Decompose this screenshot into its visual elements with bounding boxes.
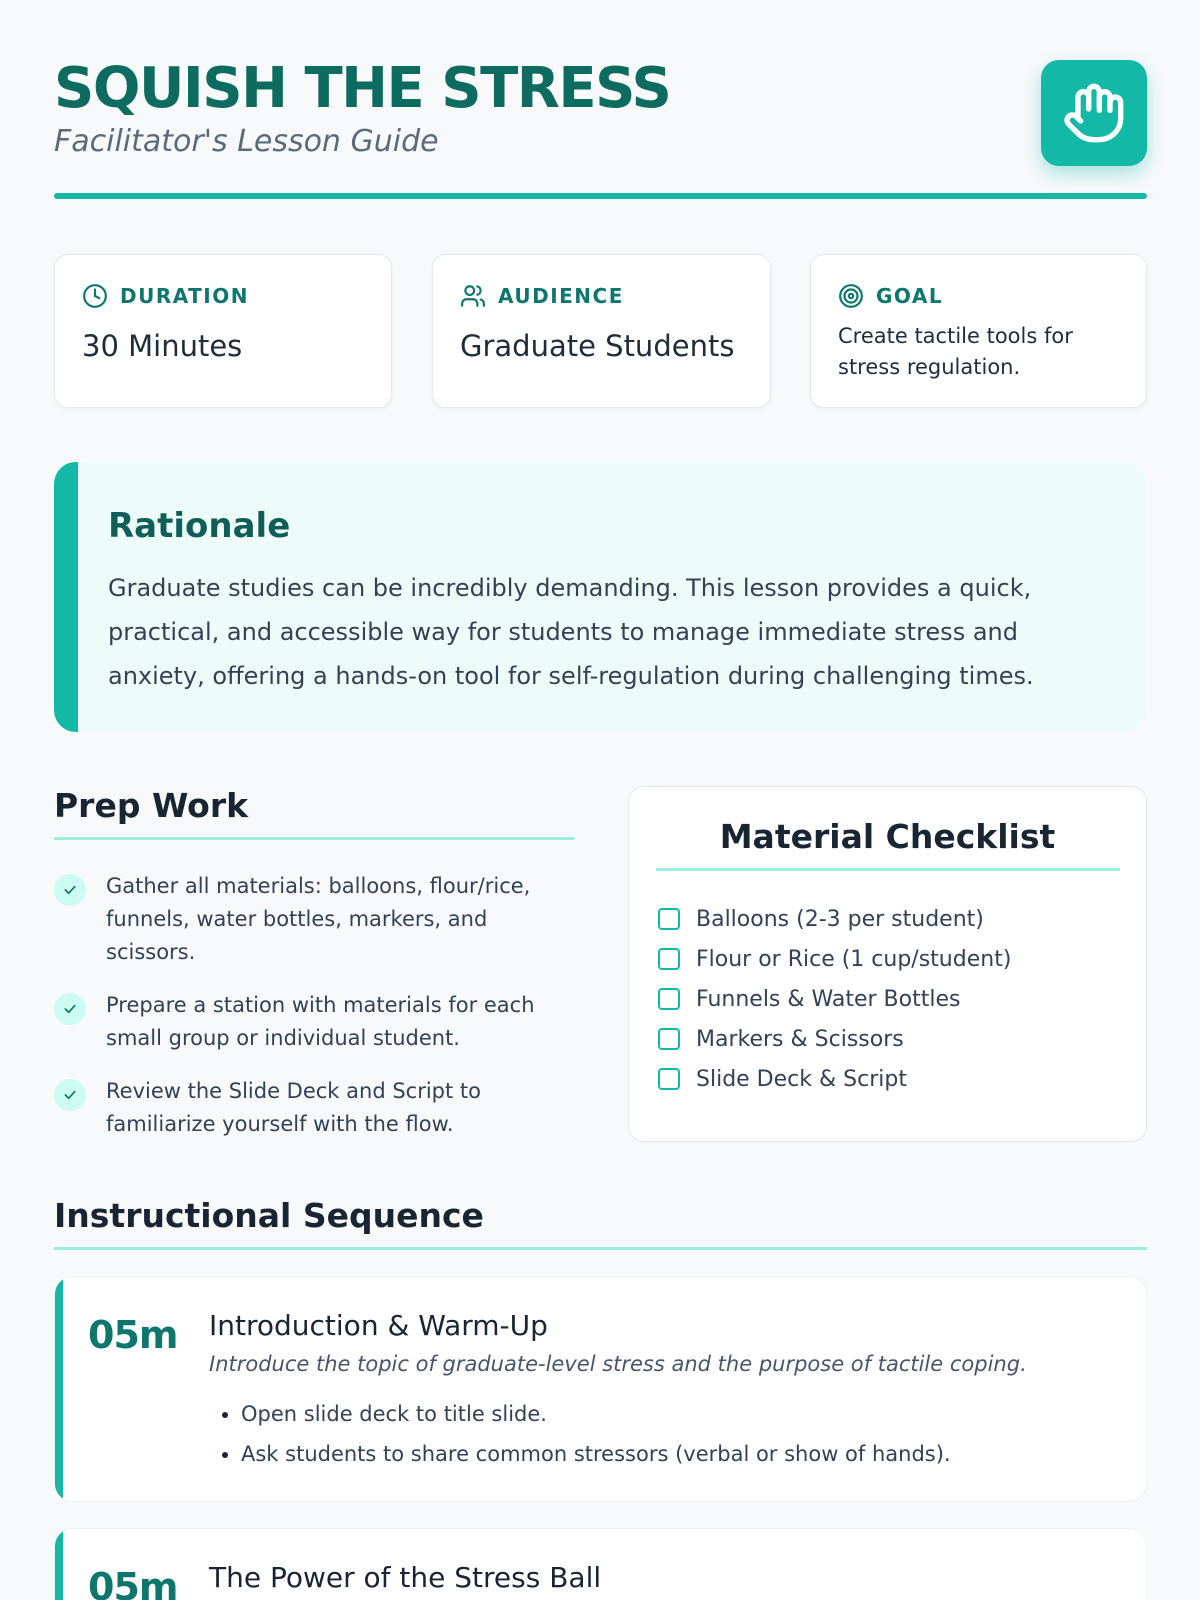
audience-value: Graduate Students (460, 329, 735, 363)
duration-label: DURATION (120, 284, 249, 308)
prep-item-text: Prepare a station with materials for each small group or individual student. (106, 993, 535, 1050)
prep-work-divider (54, 837, 574, 840)
step-title: The Power of the Stress Ball (209, 1561, 602, 1594)
prep-work-section (54, 786, 574, 1161)
checklist-divider (656, 868, 1120, 871)
goal-label: GOAL (876, 284, 944, 308)
users-icon (460, 283, 486, 309)
info-cards (54, 254, 1147, 408)
checklist-item-label: Slide Deck & Script (696, 1066, 907, 1092)
audience-label-row (460, 283, 624, 309)
prep-work-list (54, 870, 574, 1141)
sequence-step (54, 1276, 1147, 1502)
list-item (54, 1075, 574, 1141)
step-body (209, 1529, 1146, 1600)
list-item: • Open slide deck to title slide. (241, 1394, 1146, 1434)
step-duration: 05m (88, 1313, 178, 1357)
goal-label-row (838, 283, 943, 309)
step-accent-bar (55, 1277, 63, 1501)
checkbox[interactable] (658, 908, 680, 930)
step-description: Introduce the topic of graduate-level stress and the purpose of tactile coping. (209, 1352, 1027, 1376)
list-item (658, 939, 1011, 979)
step-body (209, 1277, 1146, 1498)
lesson-guide-page (54, 0, 1147, 1600)
duration-label-row (82, 283, 249, 309)
list-item (658, 899, 1011, 939)
rationale-title: Rationale (108, 506, 291, 546)
audience-card (432, 254, 771, 408)
checklist-item-label: Funnels & Water Bottles (696, 986, 961, 1012)
checklist-title: Material Checklist (719, 817, 1056, 856)
list-item (658, 1059, 1011, 1099)
check-icon (54, 993, 86, 1025)
list-item (658, 979, 1011, 1019)
header-divider (54, 193, 1147, 199)
prep-item-text: Review the Slide Deck and Script to familiarize yourself with the flow. (106, 1079, 481, 1136)
rationale-panel (54, 462, 1147, 732)
checkbox[interactable] (658, 1028, 680, 1050)
checklist-item-label: Flour or Rice (1 cup/student) (696, 946, 1012, 972)
checklist-list (658, 899, 1011, 1099)
rationale-body: Graduate studies can be incredibly demanding. This lesson provides a quick, practical, and accessible way for students to manage immediate stress and anxiety, offering a hands-on tool for self-regulation during challenging times. (108, 574, 1034, 690)
instructional-sequence (54, 1196, 1147, 1600)
sequence-title: Instructional Sequence (54, 1196, 484, 1235)
list-item: • Ask students to share common stressors (verbal or show of hands). (241, 1434, 1146, 1474)
hand-icon (1041, 60, 1147, 166)
check-icon (54, 1079, 86, 1111)
step-title: Introduction & Warm-Up (209, 1309, 548, 1342)
duration-value: 30 Minutes (82, 329, 243, 363)
list-item (54, 989, 574, 1055)
list-item (658, 1019, 1011, 1059)
checkbox[interactable] (658, 988, 680, 1010)
rationale-accent-bar (54, 462, 78, 732)
page-title: SQUISH THE STRESS (54, 56, 671, 121)
prep-item-text: Gather all materials: balloons, flour/rice, funnels, water bottles, markers, and scissors. (106, 874, 531, 964)
goal-value: Create tactile tools for stress regulation. (838, 324, 1073, 379)
header (54, 0, 1147, 200)
clock-icon (82, 283, 108, 309)
step-duration: 05m (88, 1565, 178, 1600)
material-checklist (628, 786, 1147, 1142)
check-icon (54, 874, 86, 906)
target-icon (838, 283, 864, 309)
sequence-step (54, 1528, 1147, 1600)
checklist-item-label: Markers & Scissors (696, 1026, 904, 1052)
duration-card (54, 254, 392, 408)
step-bullets (209, 1394, 1146, 1474)
prep-work-title: Prep Work (54, 786, 249, 825)
goal-card (810, 254, 1147, 408)
sequence-divider (54, 1247, 1147, 1250)
step-accent-bar (55, 1529, 63, 1600)
checkbox[interactable] (658, 1068, 680, 1090)
checkbox[interactable] (658, 948, 680, 970)
checklist-item-label: Balloons (2-3 per student) (696, 906, 984, 932)
page-subtitle: Facilitator's Lesson Guide (54, 124, 439, 159)
audience-label: AUDIENCE (498, 284, 624, 308)
list-item (54, 870, 574, 969)
